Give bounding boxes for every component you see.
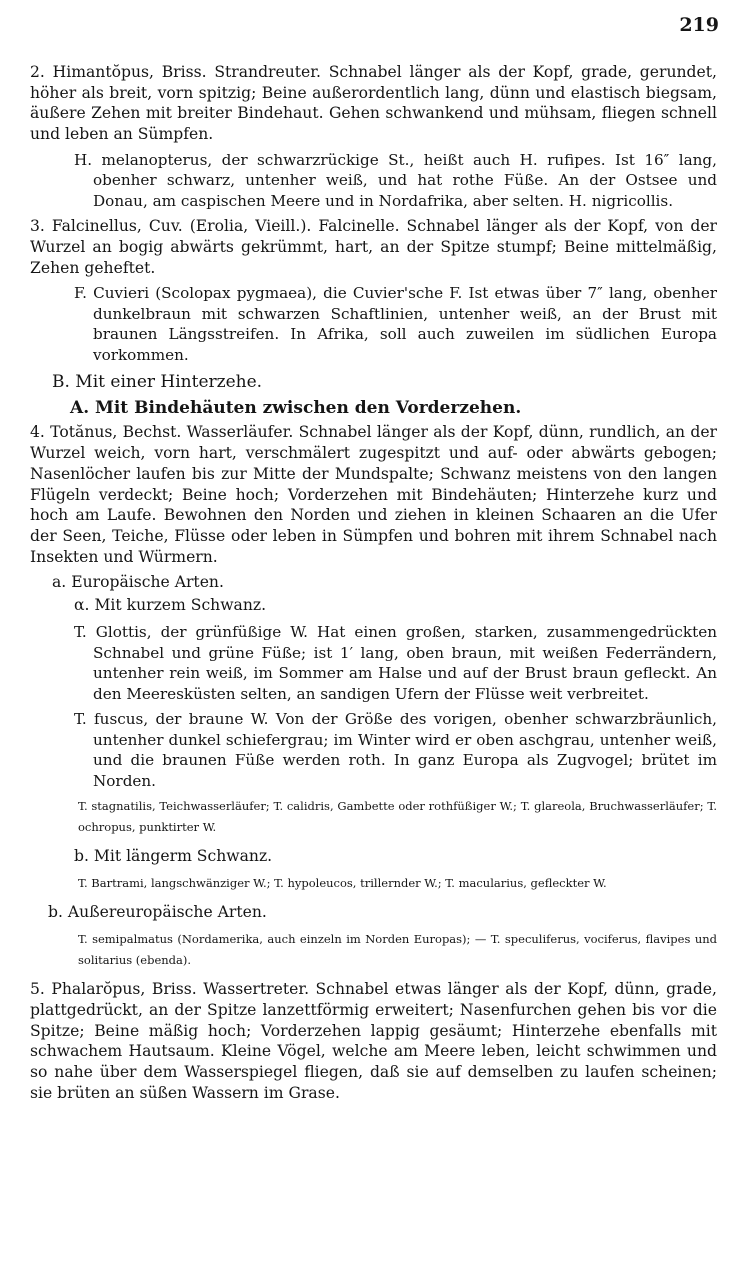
- note-long-tail-species: T. Bartrami, langschwänziger W.; T. hypoleucos, trillernder W.; T. macularius, gefleckter W.: [78, 876, 607, 891]
- genus-himantopus: 2. Himantŏpus, Briss. Strandreuter. Schnabel länger als der Kopf, grade, gerundet, höher als breit, vorn spitzig; Beine außerordentlich lang, dünn und elastisch biegsam, äußere Zehen mit breiter Bindehaut. Gehen schwankend und mühsam, fliegen schnell und leben an Sümpfen.: [30, 63, 717, 144]
- section-heading-a: A. Mit Bindehäuten zwischen den Vorderzehen.: [70, 398, 522, 419]
- subheading-european: a. Europäische Arten.: [52, 573, 224, 592]
- genus-totanus: 4. Totănus, Bechst. Wasserläufer. Schnabel länger als der Kopf, dünn, rundlich, an der Wurzel weich, vorn hart, verschmälert zugespitzt und auf- oder abwärts gebogen; Nasenlöcher laufen bis zur Mitte der Mundspalte; Schwanz meistens von den langen Flügeln verdeckt; Beine hoch; Vorderzehen mit Bindehäuten; Hinterzehe kurz und hoch am Laufe. Bewohnen den Norden und ziehen in kleinen Schaaren an die Ufer der Seen, Teiche, Flüsse oder leben in Sümpfen und bohren mit ihrem Schnabel nach Insekten und Würmern.: [30, 423, 717, 566]
- species-fuscus: T. fuscus, der braune W. Von der Größe des vorigen, obenher schwarzbräunlich, untenher dunkel schiefergrau; im Winter wird er oben aschgrau, untenher weiß, und die braunen Füße werden roth. In ganz Europa als Zugvogel; brütet im Norden.: [74, 710, 717, 790]
- subheading-long-tail: b. Mit längerm Schwanz.: [74, 847, 273, 866]
- subheading-non-european: b. Außereuropäische Arten.: [48, 903, 267, 922]
- subheading-short-tail: α. Mit kurzem Schwanz.: [74, 596, 267, 615]
- section-heading-b: B. Mit einer Hinterzehe.: [52, 372, 263, 393]
- species-glottis: T. Glottis, der grünfüßige W. Hat einen großen, starken, zusammengedrückten Schnabel und grüne Füße; ist 1′ lang, oben braun, mit weißen Federrändern, untenher rein weiß, im Sommer am Halse und auf der Brust braun gefleckt. An den Meeresküsten selten, an sandigen Ufern der Flüsse weit verbreitet.: [74, 623, 717, 703]
- note-non-european-species: T. semipalmatus (Nordamerika, auch einzeln im Norden Europas); — T. speculiferus, vociferus, flavipes und solitarius (ebenda).: [78, 932, 717, 968]
- page-number: 219: [679, 14, 719, 36]
- page-content: [30, 62, 717, 1109]
- species-cuvieri: F. Cuvieri (Scolopax pygmaea), die Cuvier'sche F. Ist etwas über 7″ lang, obenher dunkelbraun mit schwarzen Schaftlinien, untenher weiß, an der Brust mit braunen Längsstreifen. In Afrika, soll auch zuweilen im südlichen Europa vorkommen.: [74, 284, 717, 364]
- note-other-species: T. stagnatilis, Teichwasserläufer; T. calidris, Gambette oder rothfüßiger W.; T. glareola, Bruchwasserläufer; T. ochropus, punktirter W.: [78, 799, 717, 835]
- species-melanopterus: H. melanopterus, der schwarzrückige St., heißt auch H. rufipes. Ist 16″ lang, obenher schwarz, untenher weiß, und hat rothe Füße. An der Ostsee und Donau, am caspischen Meere und in Nordafrika, aber selten. H. nigricollis.: [74, 150, 717, 210]
- genus-phalaropus: 5. Phalarŏpus, Briss. Wassertreter. Schnabel etwas länger als der Kopf, dünn, grade, plattgedrückt, an der Spitze lanzettförmig erweitert; Nasenfurchen gehen bis vor die Spitze; Beine mäßig hoch; Vorderzehen lappig gesäumt; Hinterzehe ebenfalls mit schwachem Hautsaum. Kleine Vögel, welche am Meere leben, leicht schwimmen und so nahe über dem Wasserspiegel fliegen, daß sie auf demselben zu laufen scheinen; sie brüten an süßen Wassern im Grase.: [30, 980, 717, 1102]
- genus-falcinellus: 3. Falcinellus, Cuv. (Erolia, Vieill.). Falcinelle. Schnabel länger als der Kopf, von der Wurzel an bogig abwärts gekrümmt, hart, an der Spitze stumpf; Beine mittelmäßig, Zehen geheftet.: [30, 217, 717, 277]
